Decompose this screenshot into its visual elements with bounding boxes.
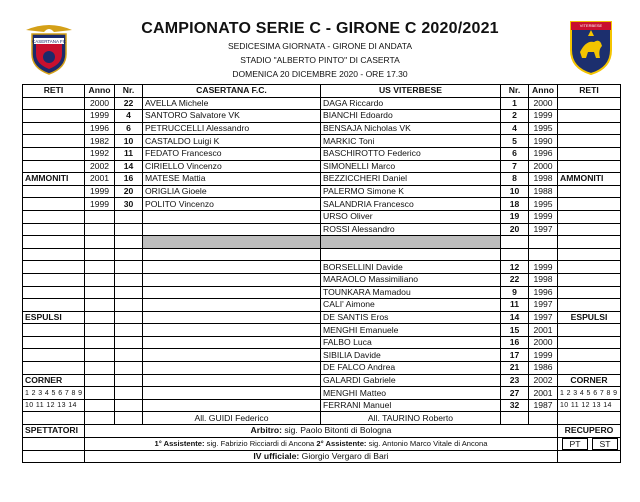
away-player-name: TOUNKARA Mamadou — [321, 286, 501, 299]
home-anno: 1999 — [85, 185, 115, 198]
away-nr: 5 — [501, 135, 529, 148]
assistente1-label: 1° Assistente: — [154, 439, 205, 449]
home-anno: 1996 — [85, 122, 115, 135]
away-player-name: DE FALCO Andrea — [321, 362, 501, 375]
home-coach: All. GUIDI Federico — [143, 412, 321, 425]
reti-header-right: RETI — [558, 85, 621, 98]
away-player-name: DE SANTIS Eros — [321, 311, 501, 324]
viterbese-logo — [566, 16, 616, 76]
sub-row — [23, 286, 621, 299]
espulsi-label-right: ESPULSI — [558, 311, 621, 324]
corner-label-right: CORNER — [558, 374, 621, 387]
recupero-label: RECUPERO — [558, 425, 621, 438]
corner-label-left: CORNER — [23, 374, 85, 387]
sub-row — [23, 349, 621, 362]
home-player-name: PETRUCCELLI Alessandro — [143, 122, 321, 135]
assistente2-name: sig. Antonio Marco Vitale di Ancona — [366, 439, 488, 449]
officials-row-2 — [23, 437, 621, 450]
pt-box: PT — [562, 438, 588, 450]
away-player-name: BENSAJA Nicholas VK — [321, 122, 501, 135]
away-anno: 1995 — [529, 198, 558, 211]
away-nr: 7 — [501, 160, 529, 173]
player-row — [23, 147, 621, 160]
away-anno: 1997 — [529, 223, 558, 236]
away-player-name: CALI' Aimone — [321, 299, 501, 312]
sub-row — [23, 387, 621, 400]
away-nr: 16 — [501, 336, 529, 349]
away-nr: 6 — [501, 147, 529, 160]
match-sheet-table — [22, 84, 621, 463]
date-line: DOMENICA 20 DICEMBRE 2020 - ORE 17.30 — [232, 69, 408, 79]
away-anno: 1996 — [529, 286, 558, 299]
away-nr: 32 — [501, 399, 529, 412]
quarto-label: IV ufficiale: — [253, 450, 300, 461]
away-anno: 1999 — [529, 210, 558, 223]
arbitro-name: sig. Paolo Bitonti di Bologna — [282, 425, 392, 436]
player-row — [23, 160, 621, 173]
home-anno: 1982 — [85, 135, 115, 148]
assistenti-cell — [85, 437, 558, 450]
corner-numbers-left-1: 1 2 3 4 5 6 7 8 9 — [23, 387, 85, 400]
player-row — [23, 223, 621, 236]
home-nr: 16 — [115, 173, 143, 186]
away-anno: 1997 — [529, 299, 558, 312]
away-nr: 10 — [501, 185, 529, 198]
away-nr: 17 — [501, 349, 529, 362]
away-anno: 1996 — [529, 147, 558, 160]
away-coach: All. TAURINO Roberto — [321, 412, 501, 425]
home-nr: 20 — [115, 185, 143, 198]
away-nr: 20 — [501, 223, 529, 236]
home-player-name: AVELLA Michele — [143, 97, 321, 110]
away-nr: 12 — [501, 261, 529, 274]
home-nr: 6 — [115, 122, 143, 135]
away-player-name: PALERMO Simone K — [321, 185, 501, 198]
empty-row — [23, 248, 621, 261]
away-player-name: DAGA Riccardo — [321, 97, 501, 110]
player-row — [23, 173, 621, 186]
away-player-name: URSO Oliver — [321, 210, 501, 223]
away-player-name: ROSSI Alessandro — [321, 223, 501, 236]
assistente2-label: 2° Assistente: — [316, 439, 367, 449]
ammoniti-label-right: AMMONITI — [558, 173, 621, 186]
home-nr: 11 — [115, 147, 143, 160]
away-nr: 9 — [501, 286, 529, 299]
away-player-name: FERRANI Manuel — [321, 399, 501, 412]
away-nr: 27 — [501, 387, 529, 400]
sub-row — [23, 399, 621, 412]
away-nr: 2 — [501, 110, 529, 123]
home-player-name: CASTALDO Luigi K — [143, 135, 321, 148]
away-anno: 1999 — [529, 261, 558, 274]
sub-row — [23, 336, 621, 349]
home-player-name: CIRIELLO Vincenzo — [143, 160, 321, 173]
home-anno: 2002 — [85, 160, 115, 173]
away-anno: 2000 — [529, 336, 558, 349]
anno-header-left: Anno — [85, 85, 115, 98]
player-row — [23, 185, 621, 198]
home-nr: 22 — [115, 97, 143, 110]
away-nr: 4 — [501, 122, 529, 135]
away-anno: 1990 — [529, 135, 558, 148]
separator-bar-away — [321, 236, 501, 249]
espulsi-label-left: ESPULSI — [23, 311, 85, 324]
away-nr: 21 — [501, 362, 529, 375]
away-anno: 1987 — [529, 399, 558, 412]
player-row — [23, 97, 621, 110]
assistente1-name: sig. Fabrizio Ricciardi di Ancona — [204, 439, 315, 449]
away-nr: 22 — [501, 273, 529, 286]
away-anno: 2000 — [529, 97, 558, 110]
away-player-name: BORSELLINI Davide — [321, 261, 501, 274]
casertana-logo — [24, 16, 74, 76]
away-anno: 1999 — [529, 349, 558, 362]
sub-row — [23, 273, 621, 286]
player-row — [23, 135, 621, 148]
away-player-name: SALANDRIA Francesco — [321, 198, 501, 211]
home-nr: 30 — [115, 198, 143, 211]
away-nr: 19 — [501, 210, 529, 223]
corner-numbers-right-2: 10 11 12 13 14 — [558, 399, 621, 412]
nr-header-right: Nr. — [501, 85, 529, 98]
away-nr: 18 — [501, 198, 529, 211]
away-player-name: MARKIC Toni — [321, 135, 501, 148]
away-anno: 2002 — [529, 374, 558, 387]
home-player-name: ORIGLIA Gioele — [143, 185, 321, 198]
away-player-name: BIANCHI Edoardo — [321, 110, 501, 123]
header-row — [23, 85, 621, 98]
away-anno: 2001 — [529, 387, 558, 400]
coaches-row — [23, 412, 621, 425]
away-nr: 8 — [501, 173, 529, 186]
officials-row-1 — [23, 425, 621, 438]
reti-header-left: RETI — [23, 85, 85, 98]
home-player-name: POLITO Vincenzo — [143, 198, 321, 211]
nr-header-left: Nr. — [115, 85, 143, 98]
home-player-name: SANTORO Salvatore VK — [143, 110, 321, 123]
round-line: SEDICESIMA GIORNATA - GIRONE DI ANDATA — [227, 41, 413, 51]
sub-row — [23, 261, 621, 274]
quarto-name: Giorgio Vergaro di Bari — [299, 450, 389, 461]
home-anno: 2000 — [85, 97, 115, 110]
away-player-name: SIMONELLI Marco — [321, 160, 501, 173]
separator-bar-home — [143, 236, 321, 249]
away-anno: 1998 — [529, 273, 558, 286]
stadium-line: STADIO "ALBERTO PINTO" DI CASERTA — [240, 55, 400, 65]
away-anno: 1998 — [529, 173, 558, 186]
home-team-header: CASERTANA F.C. — [143, 85, 321, 98]
arbitro-label: Arbitro: — [250, 425, 283, 436]
away-player-name: MENGHI Emanuele — [321, 324, 501, 337]
away-player-name: MARAOLO Massimiliano — [321, 273, 501, 286]
away-player-name: MENGHI Matteo — [321, 387, 501, 400]
home-anno: 2001 — [85, 173, 115, 186]
away-nr: 15 — [501, 324, 529, 337]
sub-row — [23, 374, 621, 387]
away-anno: 1988 — [529, 185, 558, 198]
away-anno: 1997 — [529, 311, 558, 324]
away-nr: 14 — [501, 311, 529, 324]
home-player-name: FEDATO Francesco — [143, 147, 321, 160]
sub-row — [23, 362, 621, 375]
away-team-header: US VITERBESE — [321, 85, 501, 98]
away-nr: 11 — [501, 299, 529, 312]
away-player-name: FALBO Luca — [321, 336, 501, 349]
viterbese-logo-text: VITERBESE — [579, 23, 603, 28]
home-anno: 1992 — [85, 147, 115, 160]
away-anno: 1995 — [529, 122, 558, 135]
away-nr: 1 — [501, 97, 529, 110]
sub-row — [23, 299, 621, 312]
st-box: ST — [592, 438, 618, 450]
away-anno: 2001 — [529, 324, 558, 337]
quarto-cell — [85, 450, 558, 463]
away-nr: 23 — [501, 374, 529, 387]
player-row — [23, 122, 621, 135]
arbitro-cell — [85, 425, 558, 438]
away-anno: 2000 — [529, 160, 558, 173]
spettatori-label: SPETTATORI — [23, 425, 85, 438]
away-player-name: BEZZICCHERI Daniel — [321, 173, 501, 186]
corner-numbers-right-1: 1 2 3 4 5 6 7 8 9 — [558, 387, 621, 400]
away-player-name: SIBILIA Davide — [321, 349, 501, 362]
corner-numbers-left-2: 10 11 12 13 14 — [23, 399, 85, 412]
anno-header-right: Anno — [529, 85, 558, 98]
home-nr: 10 — [115, 135, 143, 148]
home-anno: 1999 — [85, 110, 115, 123]
sub-row — [23, 311, 621, 324]
player-row — [23, 198, 621, 211]
home-anno: 1999 — [85, 198, 115, 211]
away-anno: 1999 — [529, 110, 558, 123]
away-player-name: BASCHIROTTO Federico — [321, 147, 501, 160]
officials-row-3 — [23, 450, 621, 463]
home-player-name: MATESE Mattia — [143, 173, 321, 186]
sub-row — [23, 324, 621, 337]
home-nr: 4 — [115, 110, 143, 123]
separator-row — [23, 236, 621, 249]
casertana-logo-text: CASERTANA FC — [31, 39, 67, 44]
player-row — [23, 110, 621, 123]
recupero-boxes — [558, 437, 621, 450]
page-title: CAMPIONATO SERIE C - GIRONE C 2020/2021 — [141, 20, 499, 37]
player-row — [23, 210, 621, 223]
away-anno: 1986 — [529, 362, 558, 375]
ammoniti-label-left: AMMONITI — [23, 173, 85, 186]
away-player-name: GALARDI Gabriele — [321, 374, 501, 387]
home-nr: 14 — [115, 160, 143, 173]
